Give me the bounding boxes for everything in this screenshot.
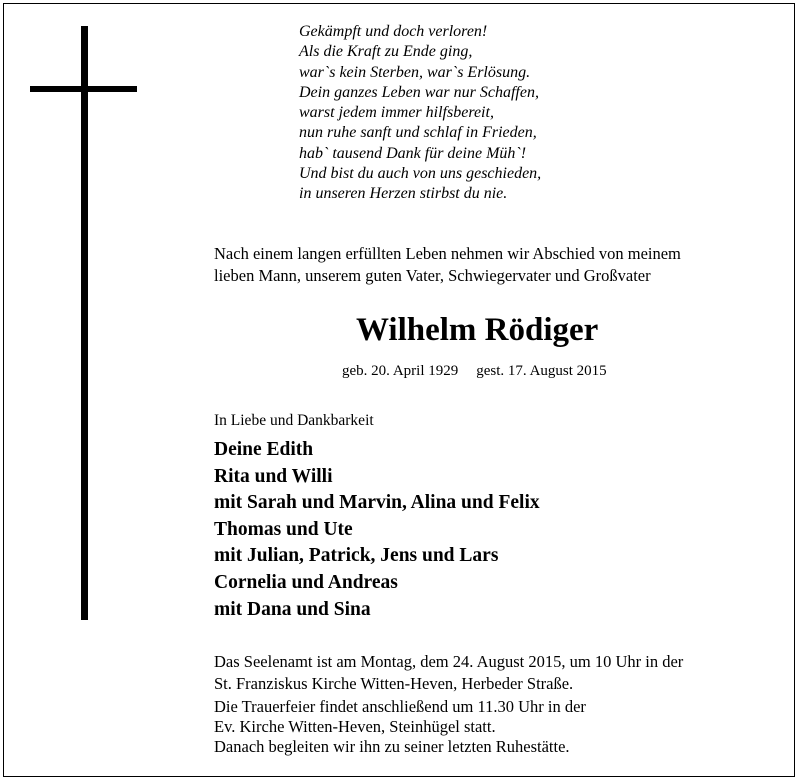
family-member: Deine Edith	[214, 439, 314, 460]
poem-line: in unseren Herzen stirbst du nie.	[299, 185, 508, 203]
family-list	[214, 437, 540, 623]
poem-line: war`s kein Sterben, war`s Erlösung.	[299, 63, 531, 81]
poem-line: Und bist du auch von uns geschieden,	[299, 165, 542, 183]
life-dates	[342, 363, 607, 380]
intro-text	[214, 243, 681, 287]
poem-line: warst jedem immer hilfsbereit,	[299, 104, 494, 122]
poem-line: Dein ganzes Leben war nur Schaffen,	[299, 83, 539, 101]
requiem-line: St. Franziskus Kirche Witten-Heven, Herbeder Straße.	[214, 673, 574, 693]
family-member: mit Julian, Patrick, Jens und Lars	[214, 545, 499, 567]
poem-line: hab` tausend Dank für deine Müh`!	[299, 144, 527, 162]
family-member: mit Sarah und Marvin, Alina und Felix	[214, 492, 540, 514]
funeral-line: Danach begleiten wir ihn zu seiner letzten Ruhestätte.	[214, 737, 570, 756]
gratitude-line: In Liebe und Dankbarkeit	[214, 412, 374, 429]
poem-line: Gekämpft und doch verloren!	[299, 23, 488, 40]
family-member: Cornelia und Andreas	[214, 571, 398, 593]
family-member: mit Dana und Sina	[214, 598, 371, 620]
requiem-line: Das Seelenamt ist am Montag, dem 24. August 2015, um 10 Uhr in der	[214, 652, 684, 671]
death-date: gest. 17. August 2015	[476, 363, 607, 379]
poem	[299, 22, 541, 205]
deceased-name: Wilhelm Rödiger	[356, 312, 599, 348]
requiem-info	[214, 651, 683, 694]
birth-date: geb. 20. April 1929	[342, 363, 459, 379]
funeral-line: Ev. Kirche Witten-Heven, Steinhügel statt.	[214, 717, 496, 736]
cross-vertical-bar	[81, 26, 88, 620]
cross-horizontal-bar	[30, 86, 137, 92]
family-member: Rita und Willi	[214, 465, 333, 487]
intro-line: lieben Mann, unserem guten Vater, Schwiegervater und Großvater	[214, 266, 651, 285]
funeral-info	[214, 697, 586, 757]
family-member: Thomas und Ute	[214, 518, 353, 540]
intro-line: Nach einem langen erfüllten Leben nehmen wir Abschied von meinem	[214, 244, 681, 263]
funeral-line: Die Trauerfeier findet anschließend um 11.30 Uhr in der	[214, 697, 586, 716]
poem-line: Als die Kraft zu Ende ging,	[299, 43, 473, 61]
poem-line: nun ruhe sanft und schlaf in Frieden,	[299, 124, 537, 142]
